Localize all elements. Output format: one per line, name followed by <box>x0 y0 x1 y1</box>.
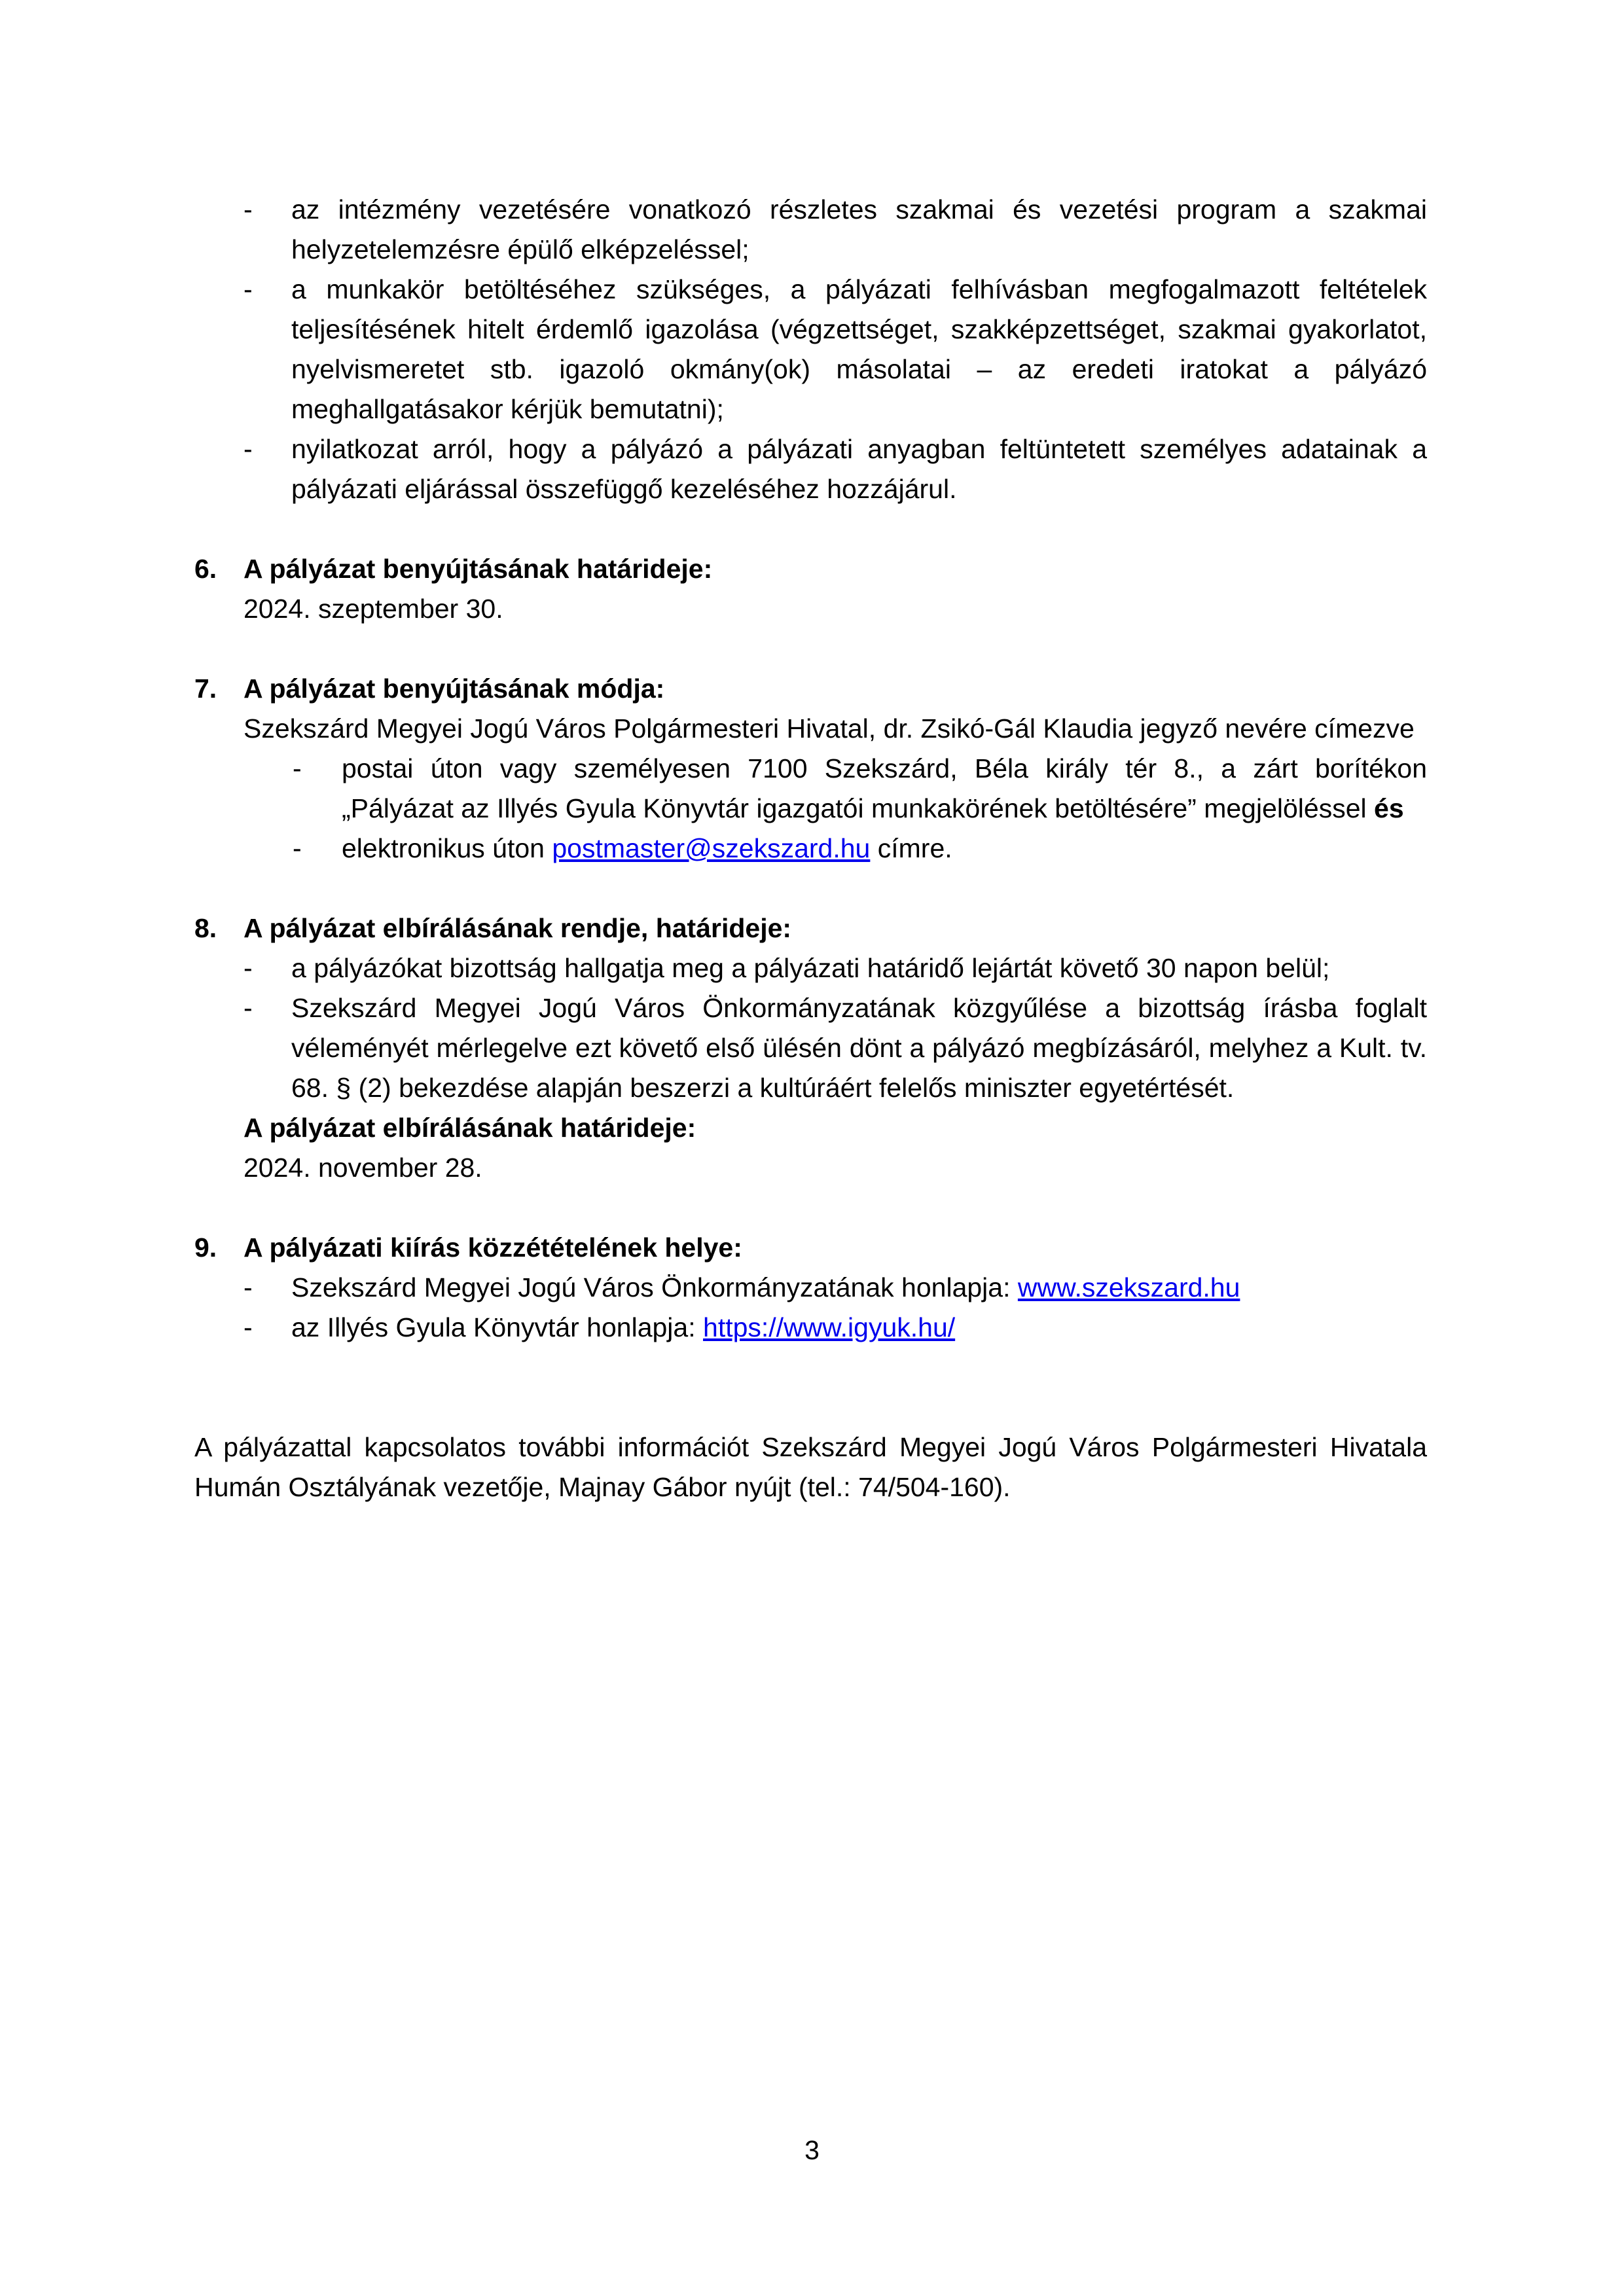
section-title: A pályázat benyújtásának módja: <box>244 673 665 704</box>
section-title: A pályázat benyújtásának határideje: <box>244 554 713 584</box>
section-text: Szekszárd Megyei Jogú Város Polgármesteri Hivatal, dr. Zsikó-Gál Klaudia jegyző nevére címezve <box>244 713 1415 744</box>
list-item-text: Szekszárd Megyei Jogú Város Önkormányzatának közgyűlése a bizottság írásba foglalt véleményét mérlegelve ezt követő első ülésén dönt a pályázó megbízásáról, melyhez a Kult. tv. 68. § (2) bekezdése alapján beszerzi a kultúráért felelős miniszter egyetértését. <box>291 993 1427 1103</box>
bullet-dash: - <box>244 953 253 983</box>
list-item <box>194 429 1427 509</box>
list-item-text: az intézmény vezetésére vonatkozó részletes szakmai és vezetési program a szakmai helyzetelemzésre épülő elképzeléssel; <box>291 194 1427 264</box>
closing-paragraph: A pályázattal kapcsolatos további információt Szekszárd Megyei Jogú Város Polgármesteri Hivatala Humán Osztályának vezetője, Majnay Gábor nyújt (tel.: 74/504-160). <box>194 1432 1427 1502</box>
list-item-text: postai úton vagy személyesen 7100 Szekszárd, Béla király tér 8., a zárt borítékon „Pályázat az Illyés Gyula Könyvtár igazgatói munkakörének betöltésére” megjelöléssel <box>342 753 1427 823</box>
section-number: 9. <box>194 1232 217 1263</box>
email-link[interactable]: postmaster@szekszard.hu <box>552 833 871 863</box>
list-item <box>194 270 1427 429</box>
section-7 <box>194 669 1427 749</box>
deadline-date: 2024. szeptember 30. <box>244 594 503 624</box>
section-number: 8. <box>194 913 217 943</box>
library-website-link[interactable]: https://www.igyuk.hu/ <box>703 1312 956 1342</box>
bullet-dash: - <box>244 1312 253 1342</box>
section-9 <box>194 1228 1427 1268</box>
list-item <box>194 948 1427 988</box>
section-number: 6. <box>194 554 217 584</box>
list-item-text: címre. <box>877 833 952 863</box>
section-number: 7. <box>194 673 217 704</box>
list-item-text: a pályázókat bizottság hallgatja meg a pályázati határidő lejártát követő 30 napon belül; <box>291 953 1330 983</box>
list-item <box>194 749 1427 829</box>
list-item-text: Szekszárd Megyei Jogú Város Önkormányzatának honlapja: <box>291 1272 1011 1302</box>
list-item-text: a munkakör betöltéséhez szükséges, a pályázati felhívásban megfogalmazott feltételek teljesítésének hitelt érdemlő igazolása (végzettséget, szakképzettséget, szakmai gyakorlatot, nyelvismeretet stb. igazoló okmány(ok) másolatai – az eredeti iratokat a pályázó meghallgatásakor kérjük bemutatni); <box>291 274 1427 424</box>
bullet-dash: - <box>244 993 253 1023</box>
section-8 <box>194 908 1427 948</box>
deadline-date: 2024. november 28. <box>244 1153 482 1183</box>
list-item-text: elektronikus úton <box>342 833 545 863</box>
section-subtitle: A pályázat elbírálásának határideje: <box>244 1113 696 1143</box>
section-8-deadline <box>194 1108 1427 1188</box>
bullet-dash: - <box>244 194 253 224</box>
list-item <box>194 1308 1427 1348</box>
bullet-dash: - <box>244 1272 253 1302</box>
list-item-text: az Illyés Gyula Könyvtár honlapja: <box>291 1312 696 1342</box>
section-title: A pályázati kiírás közzétételének helye: <box>244 1232 742 1263</box>
list-item <box>194 988 1427 1108</box>
bullet-dash: - <box>244 274 253 304</box>
page-number: 3 <box>804 2135 820 2165</box>
city-website-link[interactable]: www.szekszard.hu <box>1017 1272 1240 1302</box>
section-6 <box>194 549 1427 629</box>
list-item <box>194 1268 1427 1308</box>
section-title: A pályázat elbírálásának rendje, határideje: <box>244 913 792 943</box>
bullet-dash: - <box>293 753 302 783</box>
bullet-dash: - <box>244 434 253 464</box>
bold-text: és <box>1374 793 1404 823</box>
list-item <box>194 829 1427 869</box>
list-item <box>194 190 1427 270</box>
list-item-text: nyilatkozat arról, hogy a pályázó a pályázati anyagban feltüntetett személyes adatainak a pályázati eljárással összefüggő kezeléséhez hozzájárul. <box>291 434 1427 504</box>
bullet-dash: - <box>293 833 302 863</box>
document-page <box>194 190 1427 1507</box>
